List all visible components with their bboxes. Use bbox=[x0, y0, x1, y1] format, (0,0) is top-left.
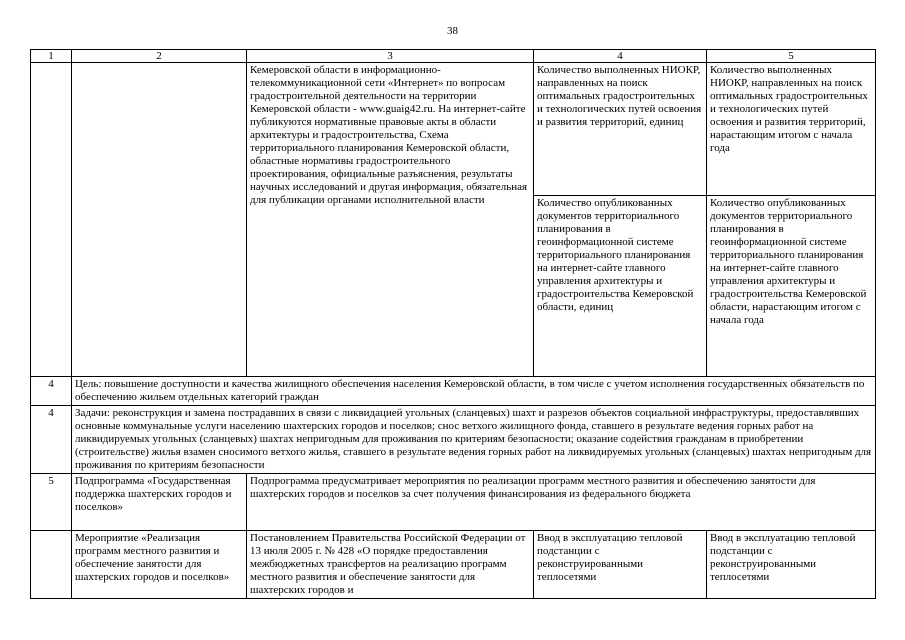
row-number-cell bbox=[31, 63, 72, 377]
row-number: 4 bbox=[31, 406, 72, 474]
column-number: 3 bbox=[247, 50, 534, 63]
indicator-cell: Количество выполненных НИОКР, направленных на поиск оптимальных градостроительных и технологических путей освоения и развития территорий, нарастающим итогом с начала года bbox=[707, 63, 876, 196]
column-number: 5 bbox=[707, 50, 876, 63]
program-table bbox=[30, 49, 876, 599]
goal-text: Цель: повышение доступности и качества жилищного обеспечения населения Кемеровской области, в том числе с учетом исполнения государственных обязательств по обеспечению жильем отдельных категорий граждан bbox=[72, 377, 876, 406]
tasks-row bbox=[31, 406, 876, 474]
measure-row bbox=[31, 531, 876, 599]
tasks-text: Задачи: реконструкция и замена пострадавших в связи с ликвидацией угольных (сланцевых) шахт и разрезов объектов социальной инфраструктуры, предоставлявших основные коммунальные услуги населению шахтерских городов и поселков; снос ветхого жилищного фонда, ставшего в результате ведения горных работ на ликвидируемых угольных (сланцевых) шахтах непригодным для проживания по критериям безопасности; оказание содействия гражданам в приобретении (строительстве) жилья взамен сносимого ветхого жилья, ставшего в результате ведения горных работ на ликвидируемых угольных (сланцевых) шахтах непригодным для проживания по критериям безопасности bbox=[72, 406, 876, 474]
indicator-cell: Количество опубликованных документов территориального планирования в геоинформационной системе территориального планирования на интернет-сайте главного управления архитектуры и градостроительства Кемеровской области, нарастающим итогом с начала года bbox=[707, 196, 876, 377]
column-number: 1 bbox=[31, 50, 72, 63]
column-number-row bbox=[31, 50, 876, 63]
subprogram-row bbox=[31, 474, 876, 531]
column-number: 4 bbox=[534, 50, 707, 63]
measure-indicator: Ввод в эксплуатацию тепловой подстанции с реконструированными теплосетями bbox=[534, 531, 707, 599]
name-cell bbox=[72, 63, 247, 377]
measure-name: Мероприятие «Реализация программ местного развития и обеспечение занятости для шахтерских городов и поселков» bbox=[72, 531, 247, 599]
table-row bbox=[31, 63, 876, 196]
subprogram-text: Подпрограмма предусматривает мероприятия по реализации программ местного развития и обеспечению занятости для шахтерских городов и поселков за счет получения финансирования из федерального бюджета bbox=[247, 474, 876, 531]
row-number bbox=[31, 531, 72, 599]
measure-basis: Постановлением Правительства Российской Федерации от 13 июля 2005 г. № 428 «О порядке предоставления межбюджетных трансфертов на реализацию программ местного развития и обеспечение занятости для шахтерских городов и bbox=[247, 531, 534, 599]
row-number: 4 bbox=[31, 377, 72, 406]
indicator-cell: Количество опубликованных документов территориального планирования в геоинформационной системе территориального планирования на интернет-сайте главного управления архитектуры и градостроительства Кемеровской области, единиц bbox=[534, 196, 707, 377]
row-number: 5 bbox=[31, 474, 72, 531]
description-cell: Кемеровской области в информационно-телекоммуникационной сети «Интернет» по вопросам градостроительной деятельности на территории Кемеровской области - www.guaig42.ru. На интернет-сайте публикуются нормативные правовые акты в области архитектуры и градостроительства, Схема территориального планирования Кемеровской области, областные нормативы градостроительного проектирования, официальные разъяснения, результаты научных исследований и другая информация, обязательная для публикации органами исполнительной власти bbox=[247, 63, 534, 377]
measure-indicator: Ввод в эксплуатацию тепловой подстанции с реконструированными теплосетями bbox=[707, 531, 876, 599]
indicator-cell: Количество выполненных НИОКР, направленных на поиск оптимальных градостроительных и технологических путей освоения и развития территорий, единиц bbox=[534, 63, 707, 196]
goal-row bbox=[31, 377, 876, 406]
column-number: 2 bbox=[72, 50, 247, 63]
subprogram-name: Подпрограмма «Государственная поддержка шахтерских городов и поселков» bbox=[72, 474, 247, 531]
page-number: 38 bbox=[447, 25, 458, 37]
